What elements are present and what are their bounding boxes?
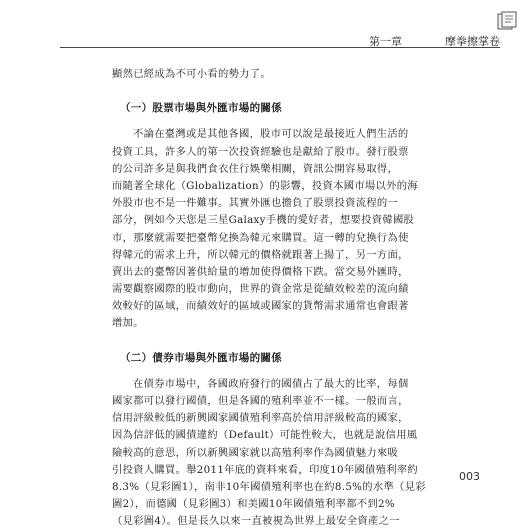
chapter-label: 第一章: [369, 35, 402, 48]
page-header: [0, 0, 520, 56]
paragraph-line: 外股市也不是一件難事。其實外匯也擔負了股票投資流程的一: [112, 197, 399, 210]
paragraph-line: 國家都可以發行國債，但是各國的殖利率並不一樣。一般而言，: [112, 395, 409, 407]
section-bond-forex-paragraph: [112, 376, 426, 531]
page-body: [112, 66, 426, 531]
running-title: 摩拳擦掌卷: [445, 35, 500, 48]
header-divider: [60, 47, 500, 48]
paragraph-line: 效較好的區域，而績效好的區域或國家的貨幣需求通常也會跟著: [112, 300, 409, 313]
paragraph-line: 得韓元的需求上升，所以韓元的價格就跟著上揚了，另一方面，: [112, 248, 409, 261]
paragraph-line: 不論在臺灣或是其他各國，股市可以說是最接近人們生活的: [133, 128, 409, 141]
section-heading-bond-forex: （二）債券市場與外匯市場的關係: [120, 351, 282, 364]
paragraph-line: 引投資人購買。舉2011年底的資料來看，印度10年國債殖利率約: [112, 463, 419, 476]
paragraph-line: 增加。: [112, 317, 144, 330]
paragraph-line: （見彩圖4）。但是長久以來一直被視為世界上最安全資產之一: [112, 515, 400, 528]
paragraph-line: 因為信評低的國債違約（Default）可能性較大，也就是說信用風: [112, 429, 418, 442]
paragraph-line: 8.3%（見彩圖1），南非10年國債殖利率也在約8.5%的水準（見彩: [112, 480, 426, 493]
paragraph-line: 險較高的意思，所以新興國家就以高殖利率作為國債魅力來吸: [112, 446, 399, 459]
paragraph-line: 部分，例如今天您是三星Galaxy手機的愛好者，想要投資韓國股: [112, 214, 415, 227]
paragraph-line: 賣出去的臺幣因著供給量的增加使得價格下跌。當交易外匯時，: [112, 265, 409, 278]
paragraph-line: 在債券市場中，各國政府發行的國債占了最大的比率，每個: [133, 377, 409, 390]
paragraph-line: 圖2），而德國（見彩圖3）和美國10年國債殖利率都不到2%: [112, 498, 395, 511]
paragraph-line: 而隨著全球化（Globalization）的影響，投資本國市場以外的海: [112, 179, 418, 192]
spacer: [112, 333, 417, 350]
intro-line: 顯然已經成為不可小看的勢力了。: [112, 68, 271, 80]
paragraph-line: 信用評級較低的新興國家國債殖利率高於信用評級較高的國家，: [112, 412, 409, 425]
section-heading-stock-forex: （一）股票市場與外匯市場的關係: [120, 102, 282, 115]
paragraph-line: 投資工具，許多人的第一次投資經驗也是獻給了股市。發行股票: [112, 145, 409, 158]
section-stock-forex-paragraph: [112, 126, 417, 332]
page-number: 003: [459, 470, 480, 483]
paragraph-line: 市，那麼就需要把臺幣兌換為韓元來購買。這一轉的兌換行為使: [112, 231, 409, 244]
spacer: [112, 367, 417, 376]
book-emblem-icon: [496, 10, 518, 32]
spacer: [112, 83, 417, 100]
paragraph-line: 的公司許多是與我們食衣住行娛樂相關，資訊公開容易取得，: [112, 162, 399, 175]
paragraph-line: 需要觀察國際的股市動向，世界的資金常是從績效較差的流向績: [112, 283, 409, 296]
spacer: [112, 117, 417, 126]
